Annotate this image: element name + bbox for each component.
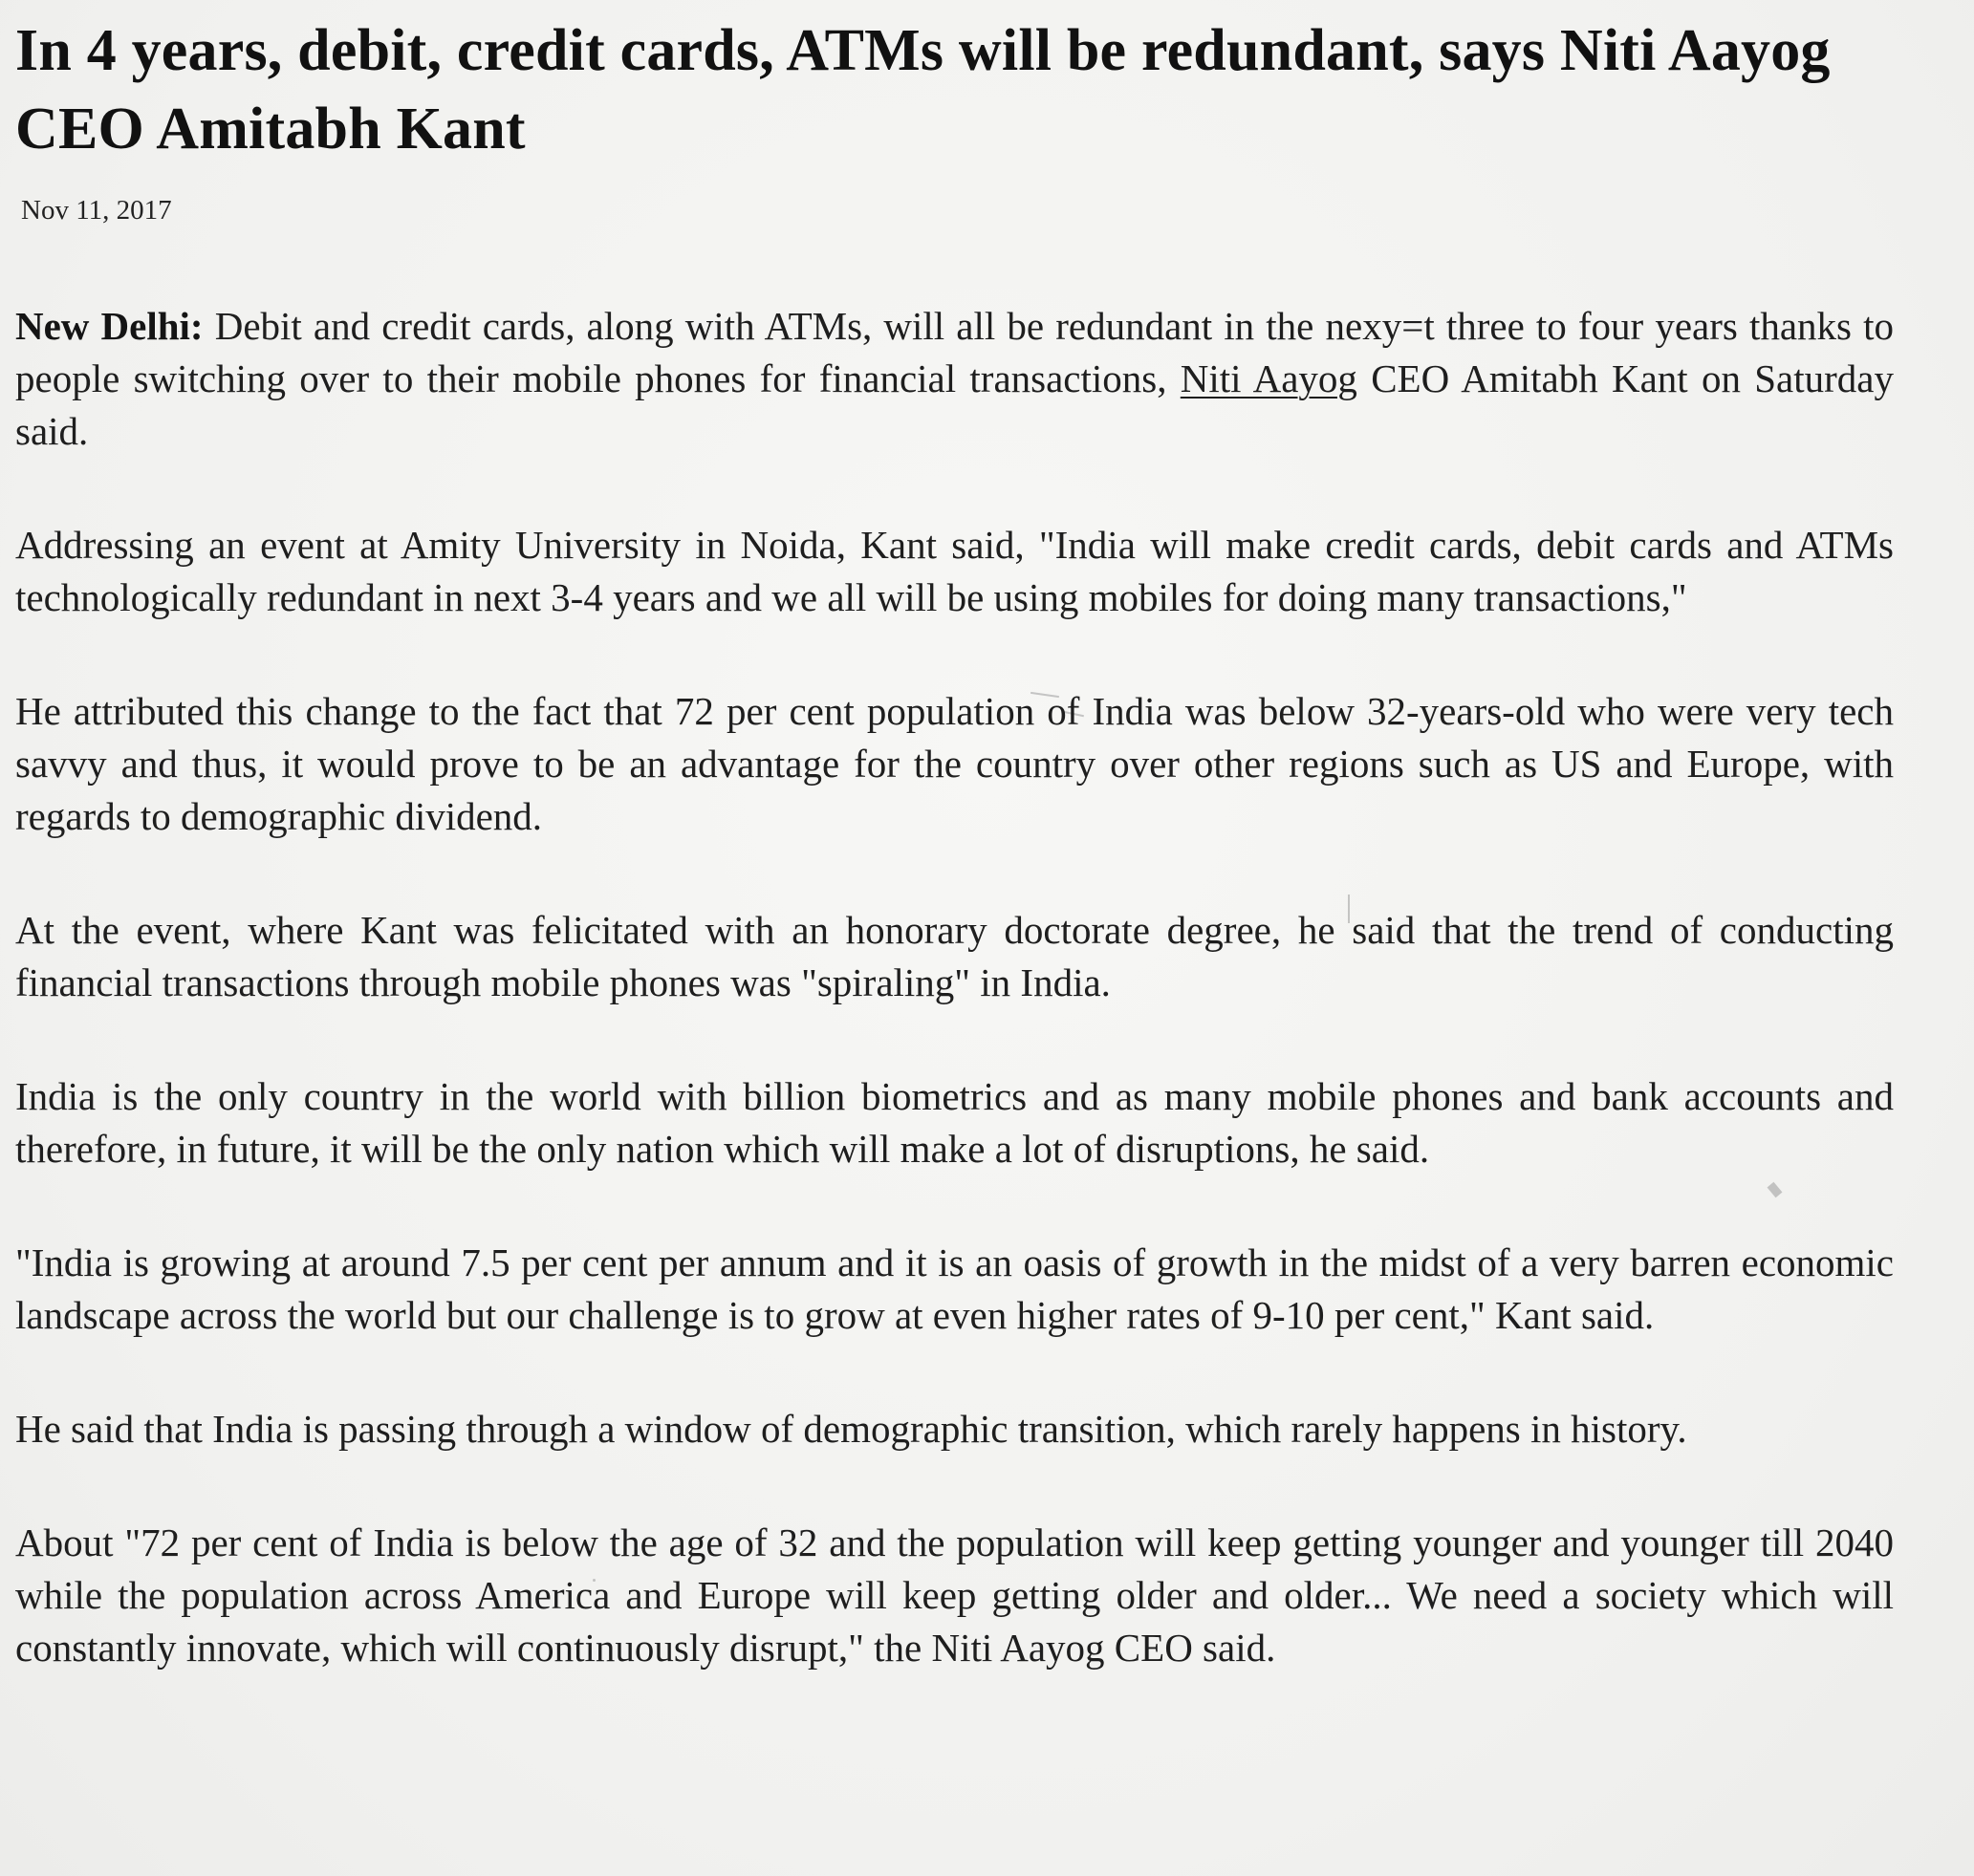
paragraph-1-text-a: Debit and credit cards, along with ATMs, will all be redundant in the nexy=t three to four years thanks to people switching over to their mobile phones for financial transactions, [15, 304, 1895, 400]
paragraph-6: "India is growing at around 7.5 per cent per annum and it is an oasis of growth in the midst of a very barren economic landscape across the world but our challenge is to grow at even higher rates of 9-10 per cent," Kant said. [15, 1240, 1894, 1337]
paragraph-3: He attributed this change to the fact that 72 per cent population of India was below 32-years-old who were very tech savvy and thus, it would prove to be an advantage for the country over other regions such as US and Europe, with regards to demographic dividend. [15, 689, 1894, 838]
niti-aayog-link[interactable]: Niti Aayog [1180, 356, 1357, 400]
article-date: Nov 11, 2017 [21, 195, 172, 226]
article-headline: In 4 years, debit, credit cards, ATMs will be redundant, says Niti Aayog CEO Amitabh Kant [15, 18, 1831, 162]
article [15, 11, 1894, 1674]
dateline: New Delhi: [15, 304, 204, 348]
paragraph-5: India is the only country in the world with billion biometrics and as many mobile phones and bank accounts and therefore, in future, it will be the only nation which will make a lot of disruptions, he said. [15, 1074, 1894, 1171]
paragraph-2: Addressing an event at Amity University in Noida, Kant said, "India will make credit cards, debit cards and ATMs technologically redundant in next 3-4 years and we all will be using mobiles for doing many transactions," [15, 523, 1894, 619]
paragraph-1-text-b: CEO Amitabh Kant on Saturday said. [15, 356, 1894, 453]
paragraph-4: At the event, where Kant was felicitated with an honorary doctorate degree, he said that the trend of conducting financial transactions through mobile phones was "spiraling" in India. [15, 908, 1894, 1004]
paragraph-8: About "72 per cent of India is below the age of 32 and the population will keep getting younger and younger till 2040 while the population across America and Europe will keep getting older and older... We need a society which will constantly innovate, which will continuously disrupt," the Niti Aayog CEO said. [15, 1520, 1894, 1670]
article-body [15, 300, 1894, 1674]
paragraph-7: He said that India is passing through a window of demographic transition, which rarely happens in history. [15, 1407, 1687, 1451]
paragraph-1 [15, 300, 1894, 458]
